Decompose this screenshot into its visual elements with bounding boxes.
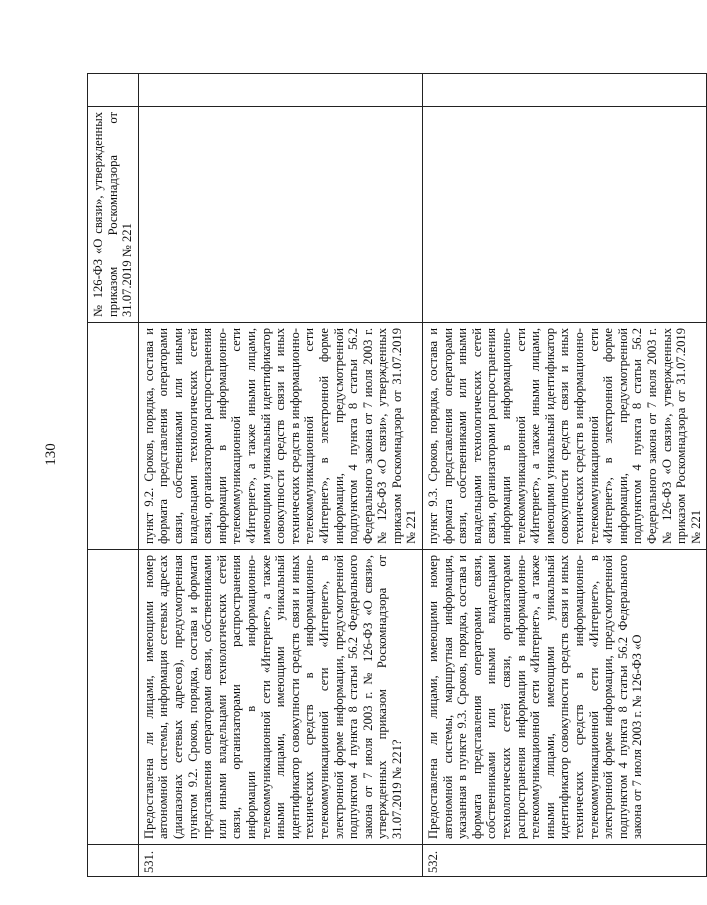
row-number: 532. bbox=[426, 850, 441, 873]
requirement-cell bbox=[423, 323, 707, 550]
requirement-cell bbox=[88, 323, 139, 550]
question-cell bbox=[138, 550, 422, 845]
question-text: Предоставлена ли лицами, имеющими номер автономной системы, информация сетевых адресах (диапазонах сетевых адресов), предусмотренная пунктом 9.2. Сроков, порядка, состава и формата представления операторами связи, собственниками или иными владельцами технологических сетей связи, организаторами распространения информации в информационно-телекоммуникационной сети «Интернет», а также иными лицами, имеющими уникальный идентификатор совокупности средств связи и иных технических средств в информационно-телекоммуникационной сети «Интернет», в электронной форме информации, предусмотренной подпунктом 4 пункта 8 статьи 56.2 Федерального закона от 7 июля 2003 г. № 126-ФЗ «О связи», утвержденных приказом Роскомнадзора от 31.07.2019 № 221? bbox=[141, 555, 404, 839]
extra-cell bbox=[423, 74, 707, 107]
legal-basis-text: № 126-ФЗ «О связи», утвержденных приказом Роскомнадзора от 31.07.2019 № 221 bbox=[91, 112, 135, 317]
table-row bbox=[423, 74, 707, 877]
checklist-table bbox=[87, 73, 707, 877]
row-number-cell bbox=[88, 845, 139, 877]
legal-basis-cell bbox=[423, 107, 707, 323]
legal-basis-cell bbox=[138, 107, 422, 323]
extra-cell bbox=[138, 74, 422, 107]
page-number: 130 bbox=[42, 443, 59, 466]
extra-cell bbox=[88, 74, 139, 107]
requirement-text: пункт 9.2. Сроков, порядка, состава и формата представления операторами связи, собственниками или иными владельцами технологических сетей связи, организаторами распространения информации в информационно-телекоммуникационной сети «Интернет», а также иными лицами, имеющими уникальный идентификатор совокупности средств связи и иных технических средств в информационно-телекоммуникационной сети «Интернет», в электронной форме информации, предусмотренной подпунктом 4 пункта 8 статьи 56.2 Федерального закона от 7 июля 2003 г. № 126-ФЗ «О связи», утвержденных приказом Роскомнадзора от 31.07.2019 № 221 bbox=[141, 328, 419, 544]
requirement-cell bbox=[138, 323, 422, 550]
question-cell bbox=[423, 550, 707, 845]
table-row bbox=[138, 74, 422, 877]
row-number-cell bbox=[423, 845, 707, 877]
table-row bbox=[88, 74, 139, 877]
row-number-cell bbox=[138, 845, 422, 877]
question-text: Предоставлена ли лицами, имеющими номер автономной системы, маршрутная информация, указанная в пункте 9.3. Сроков, порядка, состава и формата представления операторами связи, собственниками или иными владельцами технологических сетей связи, организаторами распространения информации в информационно-телекоммуникационной сети «Интернет», а также иными лицами, имеющими уникальный идентификатор совокупности средств связи и иных технических средств в информационно-телекоммуникационной сети «Интернет», в электронной форме информации, предусмотренной подпунктом 4 пункта 8 статьи 56.2 Федерального закона от 7 июля 2003 г. № 126-ФЗ «О bbox=[426, 555, 645, 839]
legal-basis-cell bbox=[88, 107, 139, 323]
question-cell bbox=[88, 550, 139, 845]
requirement-text: пункт 9.3. Сроков, порядка, состава и формата представления операторами связи, собственниками или иными владельцами технологических сетей связи, организаторами распространения информации в информационно-телекоммуникационной сети «Интернет», а также иными лицами, имеющими уникальный идентификатор совокупности средств связи и иных технических средств в информационно-телекоммуникационной сети «Интернет», в электронной форме информации, предусмотренной подпунктом 4 пункта 8 статьи 56.2 Федерального закона от 7 июля 2003 г. № 126-ФЗ «О связи», утвержденных приказом Роскомнадзора от 31.07.2019 № 221 bbox=[426, 328, 703, 544]
checklist-table-wrapper bbox=[87, 94, 703, 877]
row-number: 531. bbox=[141, 850, 156, 873]
